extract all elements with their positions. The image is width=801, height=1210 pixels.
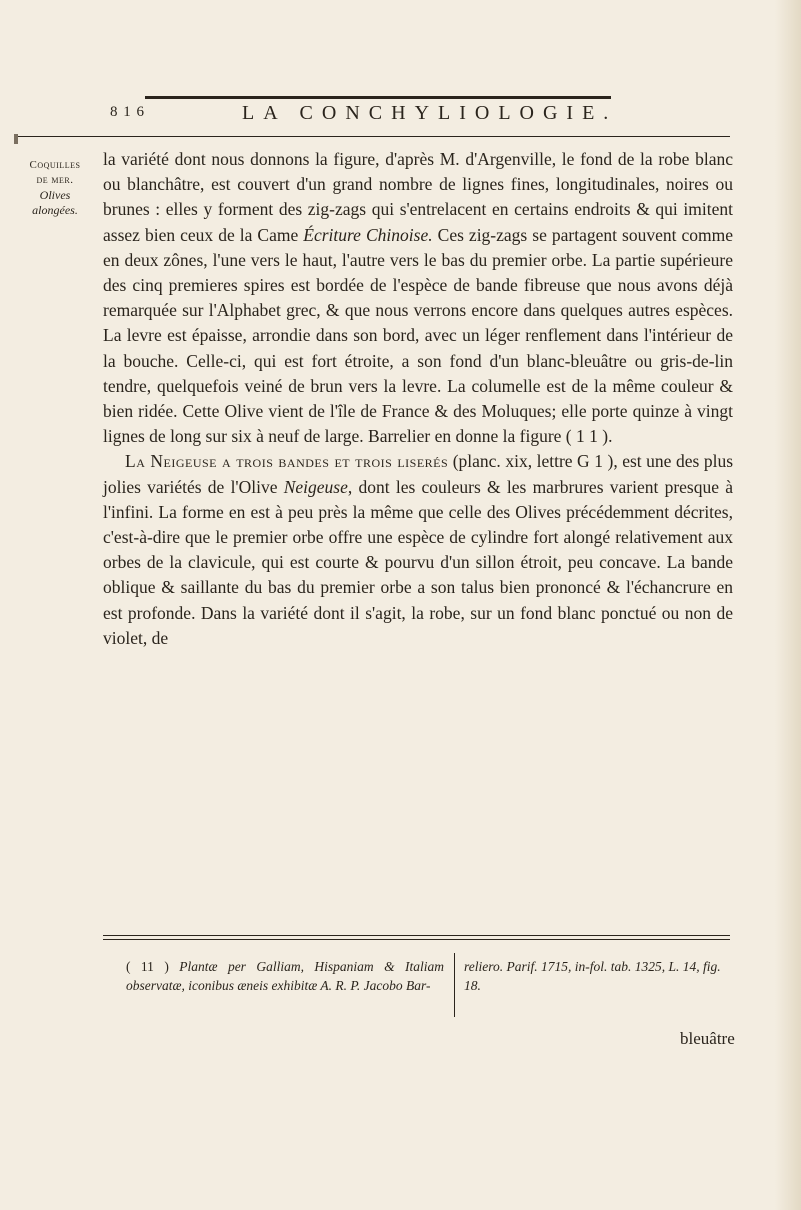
paragraph-2-text-a: (planc. xix, lettre G 1 ), est une des plus jolies variétés de l'Olive bbox=[103, 451, 734, 497]
margin-note-line1: Coquilles bbox=[29, 159, 81, 171]
catchword: bleuâtre bbox=[680, 1029, 735, 1048]
paragraph-2 bbox=[103, 449, 733, 651]
page-edge-shadow bbox=[775, 0, 801, 1210]
footnote-left-text: Plantæ per Galliam, Hispaniam & Italiam observatæ, iconibus æneis exhibitæ A. R. P. Jacobo Bar- bbox=[126, 959, 444, 993]
header-rule bbox=[18, 136, 730, 137]
top-rule bbox=[145, 96, 611, 99]
paragraph-2-text-b: , dont les couleurs & les marbrures varient presque à l'infini. La forme en est à peu près la même que celle des Olives précédemment décrites, c'est-à-dire que le premier orbe offre une espèce de cylindre fort alongé relativement aux orbes de la clavicule, qui est courte & pourvu d'un sillon étroit, peu concave. La bande oblique & saillante du bas du premier orbe a son talus bien prononcé & l'échancrure en est profonde. Dans la variété dont il s'agit, la robe, sur un fond blanc ponctué ou non de violet, de bbox=[103, 476, 734, 648]
running-title: LA CONCHYLIOLOGIE. bbox=[242, 102, 618, 124]
body-text bbox=[103, 147, 733, 651]
margin-note-line4: alongées. bbox=[32, 203, 78, 217]
margin-note bbox=[20, 158, 90, 218]
paragraph-1 bbox=[103, 147, 733, 449]
footnote-number: ( 11 ) bbox=[126, 959, 169, 974]
margin-note-line3: Olives bbox=[39, 188, 71, 202]
paragraph-2-heading: La Neigeuse a trois bandes et trois liserés bbox=[125, 451, 449, 472]
footnote-divider bbox=[454, 953, 455, 1017]
page-number: 8 1 6 bbox=[110, 104, 145, 120]
footnote-right: reliero. Parif. 1715, in-fol. tab. 1325, L. 14, fig. 18. bbox=[464, 959, 721, 993]
margin-note-line2: de mer. bbox=[36, 174, 74, 186]
footnote-left bbox=[126, 957, 444, 995]
paragraph-1-italic: Écriture Chinoise. bbox=[303, 224, 433, 245]
paragraph-1-text: la variété dont nous donnons la figure, d'après M. d'Argenville, le fond de la robe blanc ou blanchâtre, est couvert d'un grand nombre de lignes fines, longitudinales, noires ou brunes : elles y forment des zig-zags qui s'entrelacent en certains endroits & qui imitent assez bien ceux de la Came bbox=[103, 149, 733, 245]
paragraph-1-continued: Ces zig-zags se partagent souvent comme en deux zônes, l'une vers le haut, l'autre vers le bas du premier orbe. La partie supérieure des cinq premieres spires est bordée de l'espèce de bande fibreuse que nous avons déjà remarquée sur l'Alphabet grec, & que nous verrons encore dans quelques autres espèces. La levre est épaisse, arrondie dans son bord, avec un léger renflement dans l'intérieur de la bouche. Celle-ci, qui est fort étroite, a son fond d'un blanc-bleuâtre ou gris-de-lin tendre, quelquefois veiné de brun vers la levre. La columelle est de la même couleur & bien ridée. Cette Olive vient de l'île de France & des Moluques; elle porte quinze à vingt lignes de long sur six à neuf de large. Barrelier en donne la figure ( 1 1 ). bbox=[103, 224, 734, 447]
footnote-rule bbox=[103, 935, 730, 940]
paragraph-2-italic: Neigeuse bbox=[283, 476, 348, 497]
page-header bbox=[110, 104, 730, 130]
